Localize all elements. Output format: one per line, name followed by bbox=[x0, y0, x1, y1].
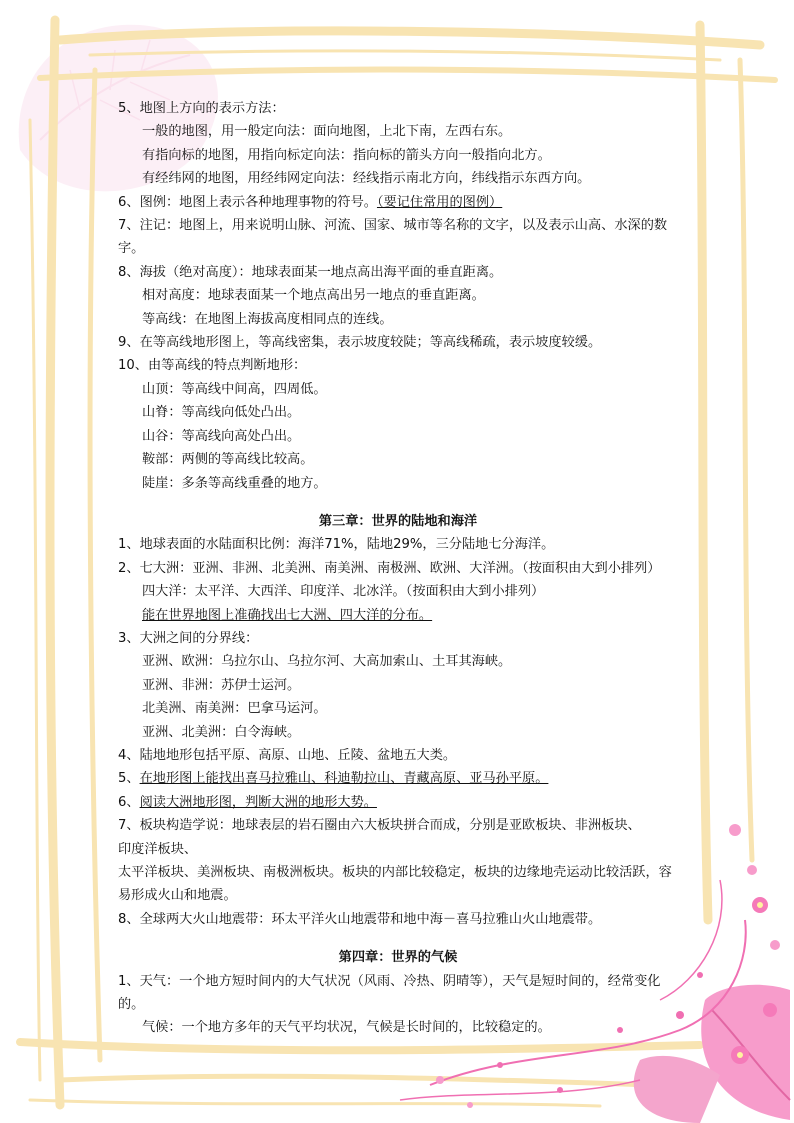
ch3-item-7a: 印度洋板块、 bbox=[118, 841, 198, 857]
ch3-item-6-text: 阅读大洲地形图，判断大洲的地形大势。 bbox=[139, 794, 377, 810]
ch3-item-5 bbox=[118, 767, 678, 790]
p1-item-10c: 山谷：等高线向高处凸出。 bbox=[142, 428, 301, 444]
ch3-item-3d: 亚洲、北美洲：白令海峡。 bbox=[142, 724, 301, 740]
ch3-item-5-text: 在地形图上能找出喜马拉雅山、科迪勒拉山、青藏高原、亚马孙平原。 bbox=[139, 771, 549, 787]
ch3-item-1: 1、地球表面的水陆面积比例：海洋71%，陆地29%，三分陆地七分海洋。 bbox=[118, 537, 555, 553]
p1-item-10: 10、由等高线的特点判断地形： bbox=[118, 358, 307, 374]
p1-item-6 bbox=[118, 191, 678, 214]
ch3-item-4: 4、陆地地形包括平原、高原、山地、丘陵、盆地五大类。 bbox=[118, 747, 457, 763]
ch3-item-6 bbox=[118, 791, 678, 814]
p1-item-8b: 等高线：在地图上海拔高度相同点的连线。 bbox=[142, 311, 393, 327]
ch3-item-6-num: 6、 bbox=[118, 794, 140, 810]
p1-item-5b: 有指向标的地图，用指向标定向法：指向标的箭头方向一般指向北方。 bbox=[142, 147, 551, 163]
ch3-item-2a: 四大洋：太平洋、大西洋、印度洋、北冰洋。（按面积由大到小排列） bbox=[142, 584, 545, 600]
ch4-item-1: 1、天气：一个地方短时间内的大气状况（风雨、冷热、阴晴等），天气是短时间的，经常变化的。 bbox=[118, 973, 661, 1013]
p1-item-5a: 一般的地图，用一般定向法：面向地图，上北下南，左西右东。 bbox=[142, 124, 512, 140]
ch3-item-3a: 亚洲、欧洲：乌拉尔山、乌拉尔河、大高加索山、土耳其海峡。 bbox=[142, 654, 512, 670]
p1-item-8: 8、海拔（绝对高度）：地球表面某一地点高出海平面的垂直距离。 bbox=[118, 264, 503, 280]
p1-item-10e: 陡崖：多条等高线重叠的地方。 bbox=[142, 475, 327, 491]
p1-item-9: 9、在等高线地形图上，等高线密集，表示坡度较陡；等高线稀疏，表示坡度较缓。 bbox=[118, 335, 602, 351]
document-body bbox=[118, 97, 678, 1040]
ch3-item-2b: 能在世界地图上准确找出七大洲、四大洋的分布。 bbox=[142, 607, 433, 623]
ch3-item-3b: 亚洲、非洲：苏伊士运河。 bbox=[142, 677, 301, 693]
p1-item-10a: 山顶：等高线中间高，四周低。 bbox=[142, 381, 327, 397]
p1-item-10d: 鞍部：两侧的等高线比较高。 bbox=[142, 452, 314, 468]
p1-item-10b: 山脊：等高线向低处凸出。 bbox=[142, 405, 301, 421]
ch3-item-3c: 北美洲、南美洲：巴拿马运河。 bbox=[142, 701, 327, 717]
p1-item-6-note: （要记住常用的图例） bbox=[376, 194, 503, 210]
ch3-item-2: 2、七大洲：亚洲、非洲、北美洲、南美洲、南极洲、欧洲、大洋洲。（按面积由大到小排列） bbox=[118, 560, 661, 576]
ch3-item-3: 3、大洲之间的分界线： bbox=[118, 630, 259, 646]
p1-item-5c: 有经纬网的地图，用经纬网定向法：经线指示南北方向，纬线指示东西方向。 bbox=[142, 171, 591, 187]
p1-item-7: 7、注记：地图上，用来说明山脉、河流、国家、城市等名称的文字，以及表示山高、水深的数字。 bbox=[118, 218, 668, 257]
p1-item-6-text: 6、图例：地图上表示各种地理事物的符号。 bbox=[118, 194, 377, 210]
ch3-item-5-num: 5、 bbox=[118, 771, 140, 787]
ch3-item-7b: 太平洋板块、美洲板块、南极洲板块。板块的内部比较稳定，板块的边缘地壳运动比较活跃，容易形成火山和地震。 bbox=[118, 865, 672, 904]
chapter-4-title: 第四章：世界的气候 bbox=[338, 950, 458, 966]
ch3-item-8: 8、全球两大火山地震带：环太平洋火山地震带和地中海－喜马拉雅山火山地震带。 bbox=[118, 911, 602, 927]
chapter-3-title: 第三章：世界的陆地和海洋 bbox=[318, 513, 478, 529]
p1-item-5: 5、地图上方向的表示方法： bbox=[118, 101, 285, 116]
p1-item-8a: 相对高度：地球表面某一个地点高出另一地点的垂直距离。 bbox=[142, 288, 485, 304]
ch3-item-7: 7、板块构造学说：地球表层的岩石圈由六大板块拼合而成，分别是亚欧板块、非洲板块、 bbox=[118, 818, 641, 834]
ch4-item-1a: 气候：一个地方多年的天气平均状况，气候是长时间的，比较稳定的。 bbox=[142, 1020, 551, 1036]
